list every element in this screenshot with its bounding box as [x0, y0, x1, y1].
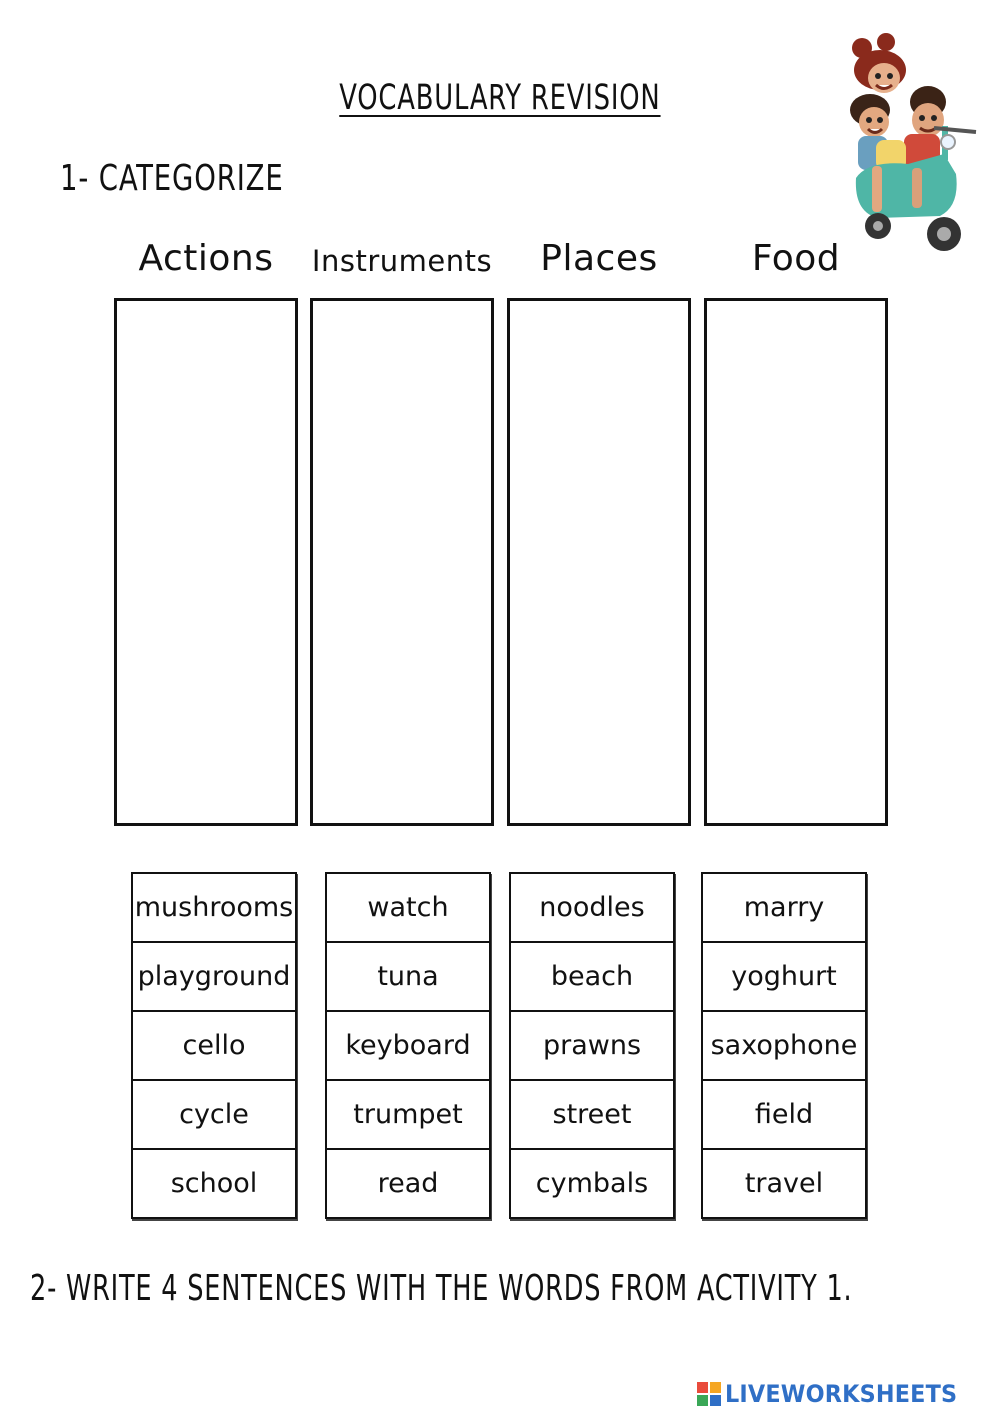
drop-zone-instruments[interactable]	[310, 298, 494, 826]
word-card[interactable]: school	[131, 1148, 297, 1219]
word-card[interactable]: prawns	[509, 1010, 675, 1081]
section-1-heading: 1- CATEGORIZE	[60, 158, 284, 199]
word-card[interactable]: field	[701, 1079, 867, 1150]
drop-zone-actions[interactable]	[114, 298, 298, 826]
word-bank-column-4	[701, 872, 867, 1219]
word-card[interactable]: cymbals	[509, 1148, 675, 1219]
word-card[interactable]: street	[509, 1079, 675, 1150]
word-card[interactable]: marry	[701, 872, 867, 943]
word-card[interactable]: cello	[131, 1010, 297, 1081]
word-card[interactable]: playground	[131, 941, 297, 1012]
word-card[interactable]: tuna	[325, 941, 491, 1012]
drop-zone-food[interactable]	[704, 298, 888, 826]
word-card[interactable]: mushrooms	[131, 872, 297, 943]
word-card[interactable]: read	[325, 1148, 491, 1219]
word-card[interactable]: cycle	[131, 1079, 297, 1150]
word-card[interactable]: beach	[509, 941, 675, 1012]
liveworksheets-logo	[697, 1380, 975, 1408]
scooter-characters-illustration	[848, 28, 978, 256]
category-label-places: Places	[540, 238, 658, 279]
category-label-instruments: Instruments	[311, 244, 493, 278]
word-bank-column-3	[509, 872, 675, 1219]
word-card[interactable]: travel	[701, 1148, 867, 1219]
word-bank-column-1	[131, 872, 297, 1219]
category-label-actions: Actions	[138, 238, 274, 279]
word-card[interactable]: yoghurt	[701, 941, 867, 1012]
word-card[interactable]: trumpet	[325, 1079, 491, 1150]
liveworksheets-logo-text: LIVEWORKSHEETS	[725, 1380, 958, 1408]
drop-zone-places[interactable]	[507, 298, 691, 826]
word-card[interactable]: noodles	[509, 872, 675, 943]
word-card[interactable]: watch	[325, 872, 491, 943]
category-label-food: Food	[751, 238, 841, 279]
worksheet-title: VOCABULARY REVISION	[339, 78, 661, 118]
word-bank-column-2	[325, 872, 491, 1219]
liveworksheets-logo-icon	[697, 1382, 721, 1406]
section-2-heading: 2- WRITE 4 SENTENCES WITH THE WORDS FROM ACTIVITY 1.	[30, 1268, 853, 1309]
word-card[interactable]: keyboard	[325, 1010, 491, 1081]
word-card[interactable]: saxophone	[701, 1010, 867, 1081]
